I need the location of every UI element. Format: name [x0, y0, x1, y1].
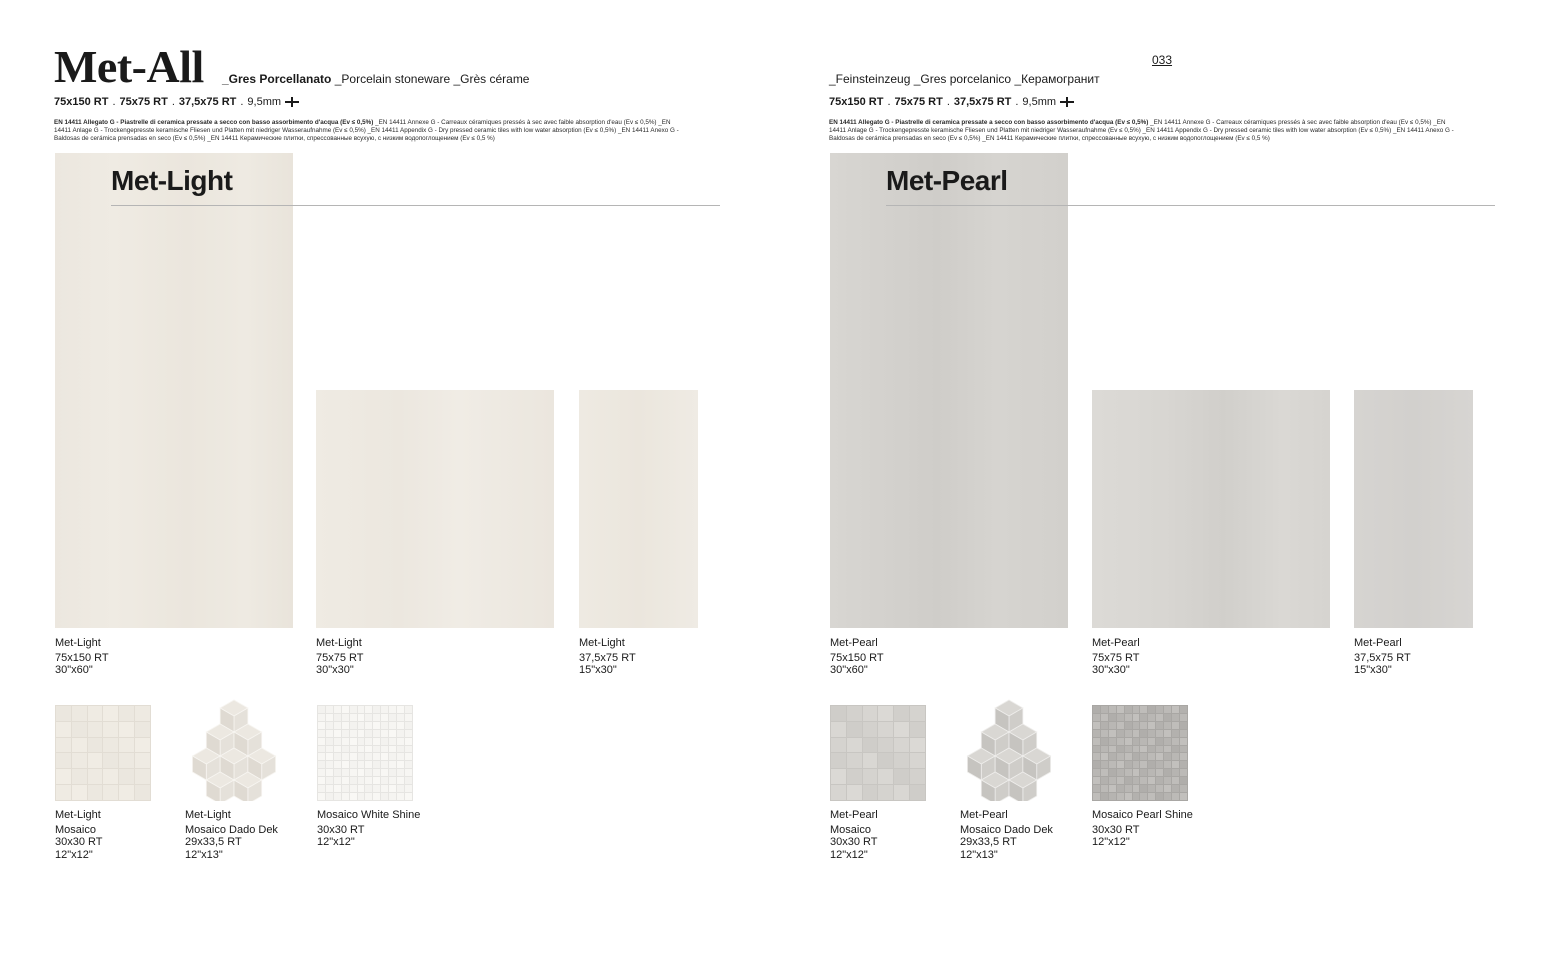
caption-mosaic-1-right: Met-Pearl Mosaico 30x30 RT 12"x12"	[830, 809, 878, 861]
norm-text-left: EN 14411 Allegato G - Piastrelle di ceramica pressate a secco con basso assorbimento d'acqua (Ev ≤ 0,5%) _EN 14411 Annexe G - Carreaux céramiques pressés à sec avec faible absorption d'eau (Ev ≤ 0,5%) _EN 14411 Anlage G - Trockengepresste keramische Fliesen und Platten mit niedriger Wasseraufnahme (Ev ≤ 0,5%) _EN 14411 Appendix G - Dry pressed ceramic tiles with low water absorption (Ev ≤ 0,5%) _EN 14411 Anexo G - Baldosas de cerámica prensadas en seco (Ev ≤ 0,5%) _EN 14411 Керамические плитки, спрессованные всухую, с низким водопоглощением (Ev ≤ 0,5 %)	[54, 119, 679, 142]
mosaic-met-pearl	[830, 705, 926, 801]
thickness-value: 9,5mm	[247, 96, 282, 108]
mosaic-dado-dek-met-pearl	[960, 698, 1058, 801]
mosaico-white-shine	[317, 705, 413, 801]
mosaic-dado-dek-met-light	[185, 698, 283, 801]
caption-mosaic-3-right: Mosaico Pearl Shine 30x30 RT 12"x12"	[1092, 809, 1193, 848]
mosaico-pearl-shine	[1092, 705, 1188, 801]
format-75x150: 75x150 RT	[54, 96, 109, 108]
material-line-right: _Feinsteinzeug _Gres porcelanico _Керамогранит	[829, 72, 1100, 86]
page-number: 033	[1152, 53, 1173, 67]
norm-text-right: EN 14411 Allegato G - Piastrelle di ceramica pressate a secco con basso assorbimento d'acqua (Ev ≤ 0,5%) _EN 14411 Annexe G - Carreaux céramiques pressés à sec avec faible absorption d'eau (Ev ≤ 0,5%) _EN 14411 Anlage G - Trockengepresste keramische Fliesen und Platten mit niedriger Wasseraufnahme (Ev ≤ 0,5%) _EN 14411 Appendix G - Dry pressed ceramic tiles with low water absorption (Ev ≤ 0,5%) _EN 14411 Anexo G - Baldosas de cerámica prensadas en seco (Ev ≤ 0,5%) _EN 14411 Керамические плитки, спрессованные всухую, с низким водопоглощением (Ev ≤ 0,5 %)	[829, 119, 1454, 142]
tile-met-pearl-75x75	[1092, 390, 1330, 628]
mosaic-met-light	[55, 705, 151, 801]
caption-mosaic-2-left: Met-Light Mosaico Dado Dek 29x33,5 RT 12"x13"	[185, 809, 278, 861]
caption-mosaic-2-right: Met-Pearl Mosaico Dado Dek 29x33,5 RT 12"x13"	[960, 809, 1053, 861]
caption-tile-3-right: Met-Pearl 37,5x75 RT 15"x30"	[1354, 637, 1411, 676]
sizes-line-left: 75x150 RT . 75x75 RT . 37,5x75 RT . 9,5mm	[54, 96, 299, 108]
caption-tile-2-right: Met-Pearl 75x75 RT 30"x30"	[1092, 637, 1140, 676]
series-title-met-pearl: Met-Pearl	[886, 165, 1008, 196]
thickness-icon	[1060, 97, 1074, 107]
series-title-met-light: Met-Light	[111, 165, 233, 196]
sizes-line-right: 75x150 RT . 75x75 RT . 37,5x75 RT . 9,5mm	[829, 96, 1074, 108]
series-rule	[886, 205, 1495, 206]
format-75x75: 75x75 RT	[119, 96, 168, 108]
tile-met-pearl-37x75	[1354, 390, 1473, 628]
caption-tile-1-right: Met-Pearl 75x150 RT 30"x60"	[830, 637, 884, 676]
caption-mosaic-3-left: Mosaico White Shine 30x30 RT 12"x12"	[317, 809, 421, 848]
thickness-icon	[285, 97, 299, 107]
format-37x75: 37,5x75 RT	[178, 96, 237, 108]
material-line-left	[222, 72, 529, 86]
brand-title: Met-All	[54, 41, 204, 92]
material-rest: _Porcelain stoneware _Grès cérame	[331, 72, 530, 86]
tile-met-light-75x150	[55, 153, 293, 628]
tile-met-pearl-75x150	[830, 153, 1068, 628]
tile-met-light-75x75	[316, 390, 554, 628]
tile-met-light-37x75	[579, 390, 698, 628]
series-rule	[111, 205, 720, 206]
material-bold: _Gres Porcellanato	[222, 72, 332, 86]
caption-tile-2-left: Met-Light 75x75 RT 30"x30"	[316, 637, 364, 676]
caption-tile-1-left: Met-Light 75x150 RT 30"x60"	[55, 637, 109, 676]
caption-tile-3-left: Met-Light 37,5x75 RT 15"x30"	[579, 637, 636, 676]
caption-mosaic-1-left: Met-Light Mosaico 30x30 RT 12"x12"	[55, 809, 103, 861]
